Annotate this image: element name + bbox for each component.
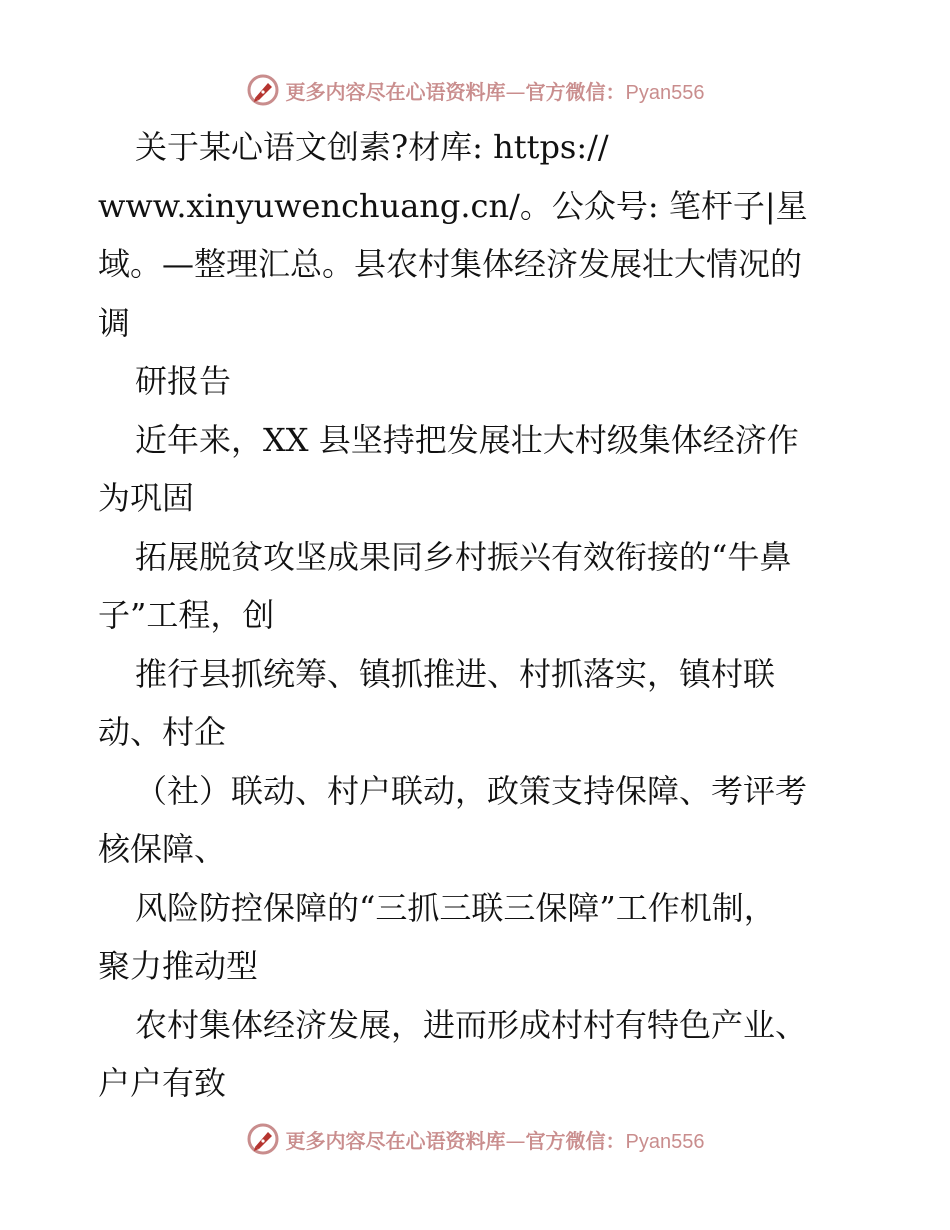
document-body — [98, 118, 858, 1113]
body-text-line: 农村集体经济发展，进而形成村村有特色产业、 — [135, 1005, 808, 1044]
watermark-site-text: 更多内容尽在心语资料库 — [285, 1128, 506, 1153]
watermark-text — [286, 76, 705, 105]
watermark-dash: — — [505, 1128, 526, 1153]
watermark-wechat-id: Pyan556 — [625, 1130, 705, 1153]
watermark-wechat-label: 官方微信： — [525, 1128, 626, 1153]
body-text-line: www.xinyuwenchuang.cn/。公众号: 笔杆子|星 — [98, 186, 808, 225]
body-text-line: 为巩固 — [98, 479, 195, 517]
body-text-line: 调 — [98, 303, 131, 342]
watermark-dash: — — [505, 79, 526, 104]
body-text-line: 户户有致 — [98, 1064, 227, 1102]
body-text-line: 核保障、 — [98, 830, 227, 868]
body-text-line: 推行县抓统筹、镇抓推进、村抓落实，镇村联 — [135, 654, 776, 693]
watermark-wechat-label: 官方微信： — [525, 79, 626, 104]
footer-watermark — [0, 1119, 950, 1159]
body-text-line: 子”工程，创 — [98, 596, 275, 634]
body-text-line: 域。—整理汇总。县农村集体经济发展壮大情况的 — [98, 245, 803, 283]
watermark-text — [286, 1125, 705, 1154]
watermark-wechat-id: Pyan556 — [625, 81, 705, 104]
body-text-line: 关于某心语文创素?材库: https:// — [135, 128, 609, 166]
body-text-line: 拓展脱贫攻坚成果同乡村振兴有效衔接的“牛鼻 — [135, 537, 792, 576]
pen-nib-logo-icon — [246, 73, 280, 107]
watermark-site-text: 更多内容尽在心语资料库 — [285, 79, 506, 104]
body-text-line: 聚力推动型 — [98, 947, 259, 985]
pen-nib-logo-icon — [246, 1122, 280, 1156]
body-text-line: 动、村企 — [98, 713, 227, 751]
body-text-line: 风险防控保障的“三抓三联三保障”工作机制， — [135, 888, 776, 927]
header-watermark — [0, 70, 950, 110]
body-text-line: 研报告 — [135, 362, 232, 400]
body-text-line: 近年来，XX 县坚持把发展壮大村级集体经济作 — [135, 420, 799, 459]
body-text-line: （社）联动、村户联动，政策支持保障、考评考 — [135, 771, 808, 810]
